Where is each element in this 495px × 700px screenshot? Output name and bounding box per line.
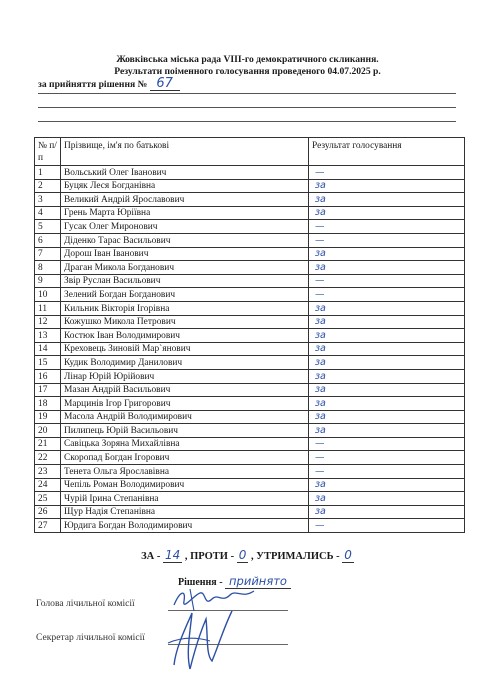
vote-result: за xyxy=(309,505,465,519)
table-row xyxy=(35,437,465,451)
row-number: 25 xyxy=(35,492,61,506)
vote-result: за xyxy=(309,492,465,506)
row-number: 9 xyxy=(35,274,61,288)
vote-result: за xyxy=(309,329,465,343)
deputy-name: Чепіль Роман Володимирович xyxy=(61,478,309,492)
deputy-name: Кильник Вікторія Ігорівна xyxy=(61,301,309,315)
row-number: 1 xyxy=(35,166,61,180)
decision-result-value: прийнято xyxy=(225,574,291,589)
header-result: Результат голосування xyxy=(309,138,465,166)
document-header xyxy=(0,54,495,78)
vote-result: — xyxy=(309,437,465,451)
row-number: 15 xyxy=(35,356,61,370)
row-number: 21 xyxy=(35,437,61,451)
deputy-name: Марцинів Ігор Григорович xyxy=(61,397,309,411)
deputy-name: Кудик Володимир Данилович xyxy=(61,356,309,370)
vote-result: за xyxy=(309,397,465,411)
deputy-name: Мазан Андрій Васильович xyxy=(61,383,309,397)
row-number: 20 xyxy=(35,424,61,438)
deputy-name: Великий Андрій Ярославович xyxy=(61,193,309,207)
vote-result: за xyxy=(309,369,465,383)
vote-result: за xyxy=(309,356,465,370)
table-row xyxy=(35,519,465,533)
totals-utrym-label: , УТРИМАЛИСЬ - xyxy=(250,551,340,562)
row-number: 2 xyxy=(35,179,61,193)
vote-result: за xyxy=(309,193,465,207)
secretary-commission-label: Секретар лічильної комісії xyxy=(36,632,145,643)
row-number: 13 xyxy=(35,329,61,343)
decision-number-line xyxy=(38,78,456,91)
row-number: 14 xyxy=(35,342,61,356)
table-header-row xyxy=(35,138,465,166)
table-row xyxy=(35,261,465,275)
table-row xyxy=(35,356,465,370)
deputy-name: Чурій Ірина Степанівна xyxy=(61,492,309,506)
vote-result: — xyxy=(309,233,465,247)
row-number: 3 xyxy=(35,193,61,207)
totals-za-label: ЗА - xyxy=(141,551,161,562)
row-number: 16 xyxy=(35,369,61,383)
deputy-name: Гусак Олег Миронович xyxy=(61,220,309,234)
table-row xyxy=(35,424,465,438)
vote-result: за xyxy=(309,478,465,492)
vote-result: за xyxy=(309,424,465,438)
table-row xyxy=(35,478,465,492)
row-number: 5 xyxy=(35,220,61,234)
deputy-name: Діденко Тарас Васильович xyxy=(61,233,309,247)
row-number: 19 xyxy=(35,410,61,424)
vote-result: — xyxy=(309,274,465,288)
table-row xyxy=(35,315,465,329)
vote-result: за xyxy=(309,410,465,424)
vote-result: — xyxy=(309,451,465,465)
blank-underline-3 xyxy=(38,121,456,122)
table-row xyxy=(35,179,465,193)
table-row xyxy=(35,342,465,356)
header-no: № п/п xyxy=(35,138,61,166)
deputy-name: Звір Руслан Васильович xyxy=(61,274,309,288)
row-number: 24 xyxy=(35,478,61,492)
table-row xyxy=(35,329,465,343)
table-row xyxy=(35,451,465,465)
row-number: 18 xyxy=(35,397,61,411)
row-number: 7 xyxy=(35,247,61,261)
deputy-name: Костюк Іван Володимирович xyxy=(61,329,309,343)
deputy-name: Скоропад Богдан Ігорович xyxy=(61,451,309,465)
vote-result: — xyxy=(309,519,465,533)
table-row xyxy=(35,288,465,302)
table-row xyxy=(35,410,465,424)
table-row xyxy=(35,383,465,397)
table-row xyxy=(35,166,465,180)
row-number: 10 xyxy=(35,288,61,302)
row-number: 11 xyxy=(35,301,61,315)
header-council-line: Жовківська міська рада VIII-го демократичного скликання. xyxy=(116,54,379,65)
totals-proty-label: , ПРОТИ - xyxy=(184,551,235,562)
header-name: Прізвище, ім'я по батькові xyxy=(61,138,309,166)
row-number: 4 xyxy=(35,206,61,220)
deputy-name: Вольський Олег Іванович xyxy=(61,166,309,180)
totals-proty-value: 0 xyxy=(238,548,247,562)
vote-result: за xyxy=(309,383,465,397)
voting-table xyxy=(34,137,465,533)
deputy-name: Лінар Юрій Юрійович xyxy=(61,369,309,383)
header-results-line: Результати поіменного голосування проведеного 04.07.2025 р. xyxy=(114,66,381,77)
table-row xyxy=(35,220,465,234)
table-row xyxy=(35,247,465,261)
vote-result: за xyxy=(309,342,465,356)
decision-number-label: за прийняття рішення № xyxy=(38,79,148,90)
vote-result: — xyxy=(309,465,465,479)
deputy-name: Тенета Ольга Ярославівна xyxy=(61,465,309,479)
deputy-name: Савіцька Зоряна Михайлівна xyxy=(61,437,309,451)
deputy-name: Буцяк Леся Богданівна xyxy=(61,179,309,193)
totals-utrym-value: 0 xyxy=(344,548,352,562)
vote-result: за xyxy=(309,179,465,193)
row-number: 8 xyxy=(35,261,61,275)
table-row xyxy=(35,465,465,479)
row-number: 12 xyxy=(35,315,61,329)
table-row xyxy=(35,505,465,519)
decision-result-label: Рішення - xyxy=(178,577,223,588)
table-row xyxy=(35,369,465,383)
row-number: 26 xyxy=(35,505,61,519)
vote-result: — xyxy=(309,288,465,302)
row-number: 23 xyxy=(35,465,61,479)
table-row xyxy=(35,206,465,220)
row-number: 6 xyxy=(35,233,61,247)
table-row xyxy=(35,397,465,411)
row-number: 22 xyxy=(35,451,61,465)
table-row xyxy=(35,274,465,288)
blank-underline-2 xyxy=(38,107,456,108)
vote-result: за xyxy=(309,206,465,220)
deputy-name: Масола Андрій Володимирович xyxy=(61,410,309,424)
vote-result: — xyxy=(309,220,465,234)
table-row xyxy=(35,193,465,207)
table-row xyxy=(35,301,465,315)
deputy-name: Драган Микола Богданович xyxy=(61,261,309,275)
row-number: 27 xyxy=(35,519,61,533)
deputy-name: Пилипець Юрій Васильович xyxy=(61,424,309,438)
deputy-name: Зелений Богдан Богданович xyxy=(61,288,309,302)
head-commission-label: Голова лічильної комісії xyxy=(36,598,135,609)
vote-totals xyxy=(0,548,495,562)
vote-result: — xyxy=(309,166,465,180)
deputy-name: Кожушко Микола Петрович xyxy=(61,315,309,329)
deputy-name: Креховець Зиновій Мар`янович xyxy=(61,342,309,356)
deputy-name: Дорош Іван Іванович xyxy=(61,247,309,261)
deputy-name: Грень Марта Юріївна xyxy=(61,206,309,220)
vote-result: за xyxy=(309,301,465,315)
totals-za-value: 14 xyxy=(164,548,181,562)
deputy-name: Щур Надія Степанівна xyxy=(61,505,309,519)
vote-result: за xyxy=(309,247,465,261)
table-row xyxy=(35,233,465,247)
secretary-signature-icon xyxy=(160,603,250,683)
row-number: 17 xyxy=(35,383,61,397)
table-row xyxy=(35,492,465,506)
vote-result: за xyxy=(309,315,465,329)
blank-underline-1 xyxy=(38,93,456,94)
vote-result: за xyxy=(309,261,465,275)
deputy-name: Юрдига Богдан Володимирович xyxy=(61,519,309,533)
decision-number-handwritten: 67 xyxy=(150,78,180,91)
